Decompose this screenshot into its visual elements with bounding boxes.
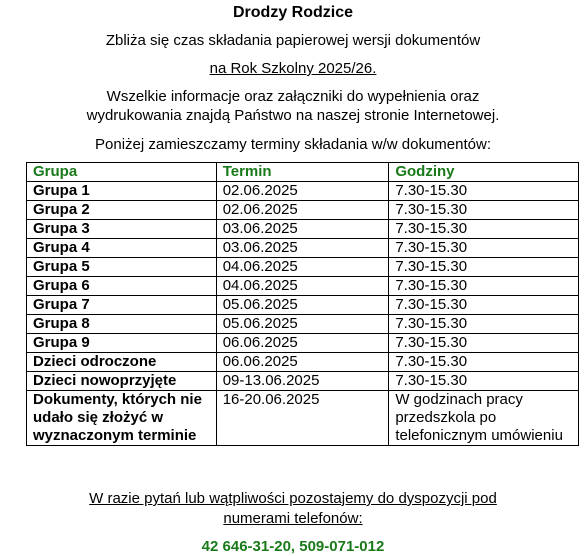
cell-godziny: 7.30-15.30 <box>389 277 579 296</box>
cell-termin: 16-20.06.2025 <box>216 391 389 446</box>
cell-grupa: Grupa 4 <box>27 239 217 258</box>
intro-line-1: Zbliża się czas składania papierowej wersji dokumentów <box>105 32 481 49</box>
table-row <box>27 315 579 334</box>
cell-termin: 03.06.2025 <box>216 220 389 239</box>
table-row <box>27 239 579 258</box>
cell-grupa: Grupa 7 <box>27 296 217 315</box>
header-termin: Termin <box>216 163 389 182</box>
intro-line-4: wydrukowania znajdą Państwo na naszej stronie Internetowej. <box>86 107 500 124</box>
cell-termin: 05.06.2025 <box>216 315 389 334</box>
cell-termin: 06.06.2025 <box>216 334 389 353</box>
table-row <box>27 201 579 220</box>
cell-termin: 09-13.06.2025 <box>216 372 389 391</box>
cell-grupa: Dokumenty, których nie udało się złożyć w wyznaczonym terminie <box>27 391 217 446</box>
table-row <box>27 182 579 201</box>
cell-godziny: W godzinach pracy przedszkola po telefonicznym umówieniu <box>389 391 579 446</box>
cell-grupa: Grupa 3 <box>27 220 217 239</box>
table-row <box>27 258 579 277</box>
intro-line-5: Poniżej zamieszczamy terminy składania w/w dokumentów: <box>95 136 491 153</box>
footer-line-1: W razie pytań lub wątpliwości pozostajemy do dyspozycji pod <box>89 490 497 507</box>
phone-numbers: 42 646-31-20, 509-071-012 <box>201 538 385 555</box>
cell-grupa: Grupa 5 <box>27 258 217 277</box>
intro-line-3: Wszelkie informacje oraz załączniki do wypełnienia oraz <box>106 88 480 105</box>
cell-godziny: 7.30-15.30 <box>389 239 579 258</box>
cell-termin: 02.06.2025 <box>216 182 389 201</box>
cell-grupa: Dzieci odroczone <box>27 353 217 372</box>
cell-godziny: 7.30-15.30 <box>389 258 579 277</box>
cell-godziny: 7.30-15.30 <box>389 220 579 239</box>
cell-grupa: Grupa 8 <box>27 315 217 334</box>
cell-grupa: Grupa 6 <box>27 277 217 296</box>
schedule-table <box>26 162 579 446</box>
cell-godziny: 7.30-15.30 <box>389 353 579 372</box>
table-row <box>27 353 579 372</box>
cell-termin: 05.06.2025 <box>216 296 389 315</box>
cell-grupa: Dzieci nowoprzyjęte <box>27 372 217 391</box>
cell-termin: 04.06.2025 <box>216 258 389 277</box>
cell-godziny: 7.30-15.30 <box>389 372 579 391</box>
table-row <box>27 220 579 239</box>
cell-termin: 02.06.2025 <box>216 201 389 220</box>
header-godziny: Godziny <box>389 163 579 182</box>
cell-termin: 06.06.2025 <box>216 353 389 372</box>
cell-godziny: 7.30-15.30 <box>389 182 579 201</box>
cell-grupa: Grupa 2 <box>27 201 217 220</box>
table-row <box>27 391 579 446</box>
table-header-row <box>27 163 579 182</box>
table-row <box>27 372 579 391</box>
footer-line-2: numerami telefonów: <box>223 510 363 527</box>
cell-godziny: 7.30-15.30 <box>389 201 579 220</box>
cell-godziny: 7.30-15.30 <box>389 334 579 353</box>
table-row <box>27 296 579 315</box>
cell-grupa: Grupa 9 <box>27 334 217 353</box>
cell-godziny: 7.30-15.30 <box>389 296 579 315</box>
table-row <box>27 334 579 353</box>
header-grupa: Grupa <box>27 163 217 182</box>
table-row <box>27 277 579 296</box>
intro-line-2: na Rok Szkolny 2025/26. <box>209 60 377 77</box>
page-title: Drodzy Rodzice <box>232 4 353 21</box>
cell-godziny: 7.30-15.30 <box>389 315 579 334</box>
cell-grupa: Grupa 1 <box>27 182 217 201</box>
cell-termin: 04.06.2025 <box>216 277 389 296</box>
cell-termin: 03.06.2025 <box>216 239 389 258</box>
